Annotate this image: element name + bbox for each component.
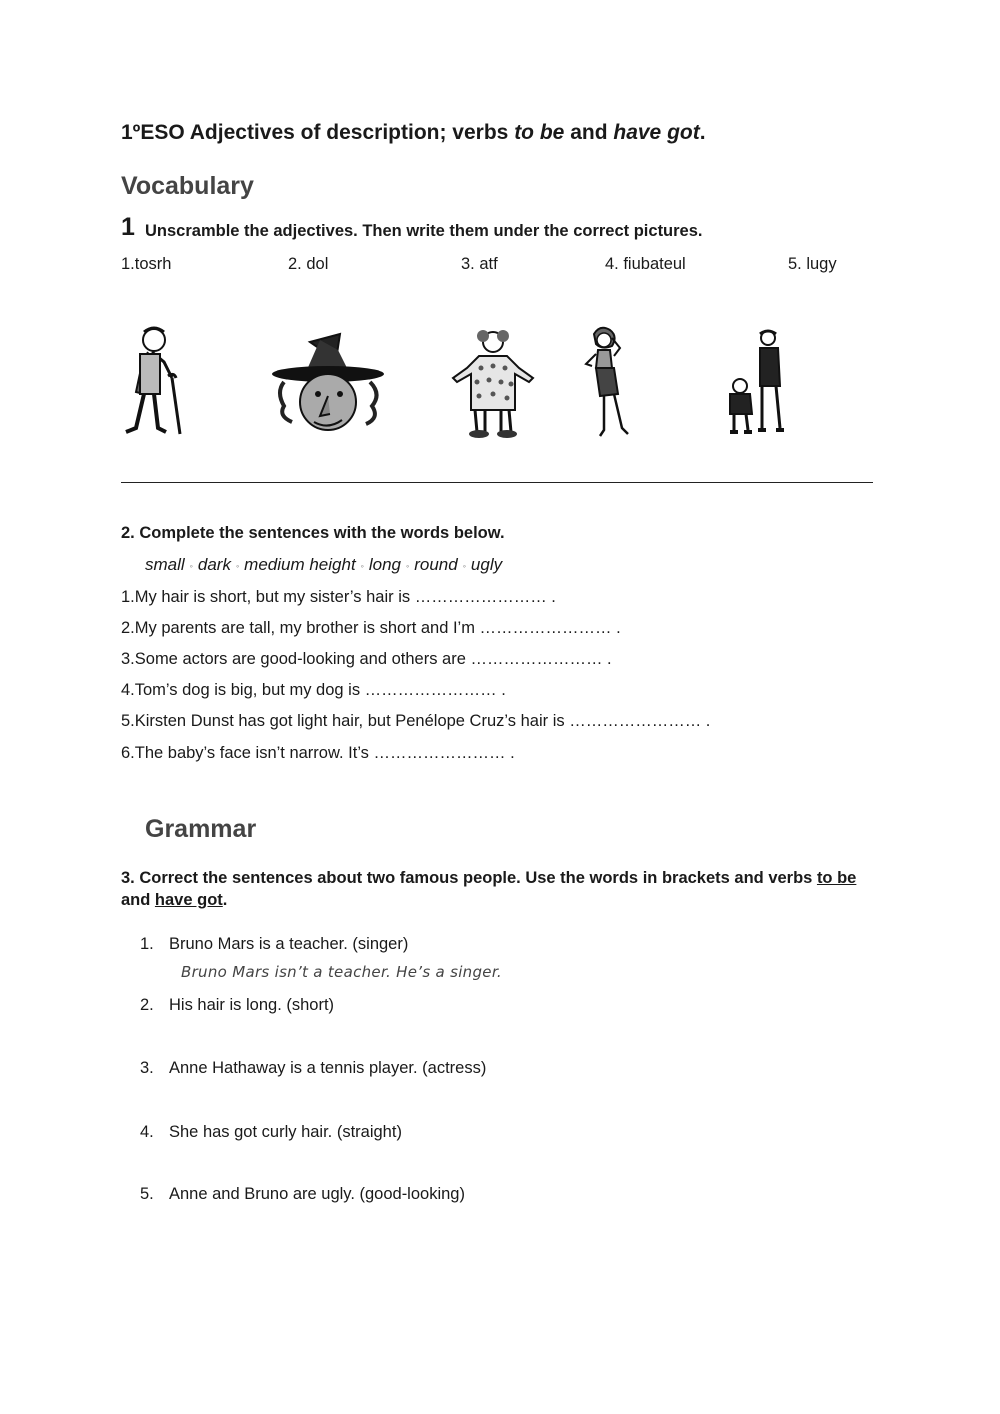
grammar-item-1: 1. Bruno Mars is a teacher. (singer) [140, 935, 409, 953]
sentence-3[interactable]: 3.Some actors are good-looking and others are …………………… . [121, 650, 612, 668]
scrambled-word-3: 3. atf [461, 255, 498, 273]
grammar-heading: Grammar [145, 815, 257, 843]
clown-icon [449, 328, 537, 438]
word-bank-item: dark [197, 555, 231, 574]
sentence-5[interactable]: 5.Kirsten Dunst has got light hair, but Penélope Cruz’s hair is …………………… . [121, 712, 711, 730]
exercise-1-number: 1 [121, 213, 135, 241]
old-man-icon [118, 322, 193, 440]
worksheet-title: 1ºESO Adjectives of description; verbs to be and have got. [121, 121, 706, 144]
word-bank-item: medium height [244, 555, 356, 574]
grammar-item-5: 5. Anne and Bruno are ugly. (good-looking) [140, 1185, 465, 1203]
grammar-item-3: 3. Anne Hathaway is a tennis player. (actress) [140, 1059, 487, 1077]
sentence-6[interactable]: 6.The baby’s face isn’t narrow. It’s …………………… . [121, 744, 515, 762]
exercise-3-instruction: 3. Correct the sentences about two famous people. Use the words in brackets and verbs to be and have got. [121, 869, 857, 909]
exercise-1-instruction: Unscramble the adjectives. Then write them under the correct pictures. [145, 222, 703, 240]
example-answer: Bruno Mars isn’t a teacher. He’s a singer. [181, 963, 502, 981]
short-tall-men-icon [726, 328, 788, 438]
scrambled-word-4: 4. fiubateul [605, 255, 686, 273]
word-bank-item: long [368, 555, 402, 574]
exercise-2-instruction: 2. Complete the sentences with the words below. [121, 524, 505, 542]
scrambled-word-5: 5. lugy [788, 255, 837, 273]
sentence-2[interactable]: 2.My parents are tall, my brother is short and I’m …………………… . [121, 619, 621, 637]
scrambled-word-2: 2. dol [288, 255, 329, 273]
grammar-item-4: 4. She has got curly hair. (straight) [140, 1123, 402, 1141]
witch-icon [270, 332, 388, 436]
word-bank-item: round [414, 555, 458, 574]
sentence-4[interactable]: 4.Tom’s dog is big, but my dog is …………………… . [121, 681, 506, 699]
word-bank: small ◦ dark ◦ medium height ◦ long ◦ round ◦ ugly [145, 555, 503, 574]
word-bank-item: small [145, 555, 185, 574]
answer-line[interactable] [121, 482, 873, 483]
vocabulary-heading: Vocabulary [121, 172, 254, 200]
sentence-1[interactable]: 1.My hair is short, but my sister’s hair is …………………… . [121, 588, 556, 606]
word-bank-item: ugly [470, 555, 503, 574]
woman-icon [580, 324, 638, 438]
grammar-item-2: 2. His hair is long. (short) [140, 996, 335, 1014]
scrambled-word-1: 1.tosrh [121, 255, 172, 273]
